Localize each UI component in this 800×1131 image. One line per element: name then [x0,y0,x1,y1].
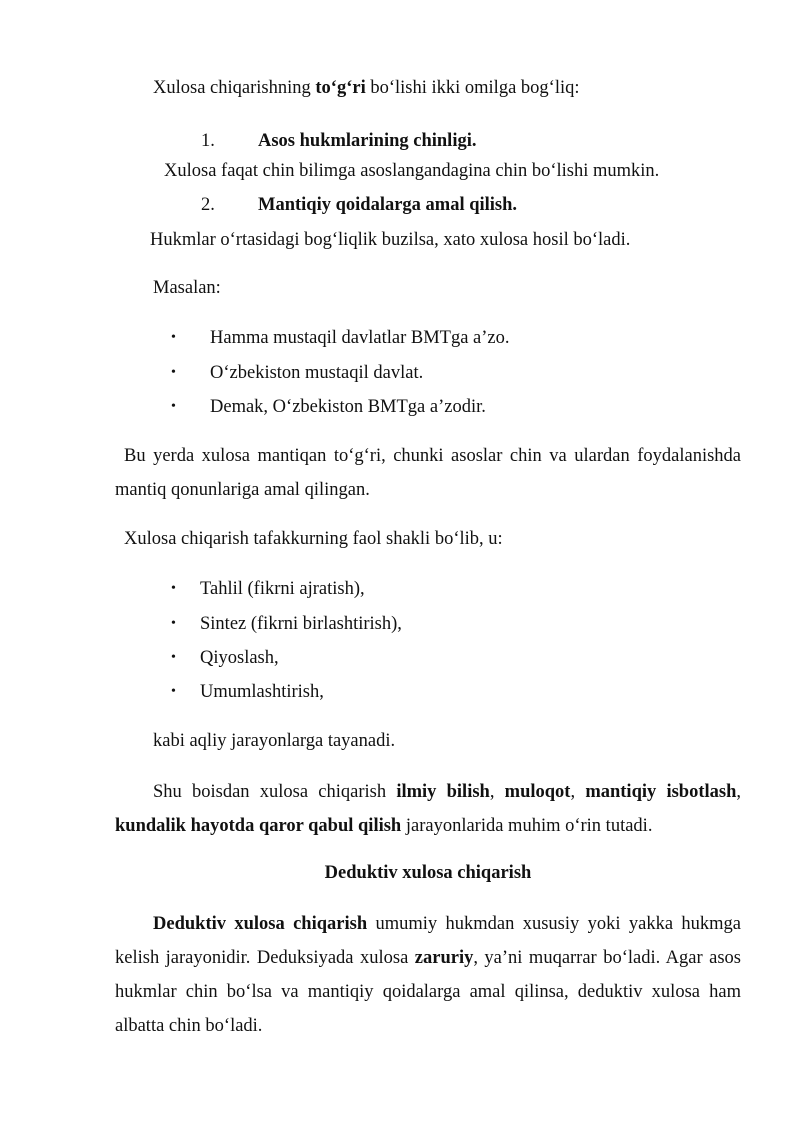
active-form-line: Xulosa chiqarish tafakkurning faol shakli bo‘lib, u: [124,529,503,549]
factor-1-title: Asos hukmlarining chinligi. [258,131,477,151]
bullet-icon: • [171,330,176,345]
deductive-bold-1: Deduktiv xulosa chiqarish [153,914,368,934]
processes-tail: kabi aqliy jarayonlarga tayanadi. [153,731,396,751]
example-item-1: Hamma mustaqil davlatlar BMTga a’zo. [210,328,510,348]
importance-paragraph [115,775,741,843]
process-item-1: Tahlil (fikrni ajratish), [200,579,365,599]
deductive-paragraph [115,907,741,1043]
factor-2-title: Mantiqiy qoidalarga amal qilish. [258,195,518,215]
factor-2-desc: Hukmlar o‘rtasidagi bog‘liqlik buzilsa, xato xulosa hosil bo‘ladi. [150,230,631,250]
deductive-bold-2: zaruriy [414,948,474,968]
bullet-icon: • [171,616,176,631]
importance-bold-4: kundalik hayotda qaror qabul qilish [115,816,402,836]
factor-2-number: 2. [201,195,215,215]
deductive-text-1: umumiy hukmdan xususiy yoki yakka hukmga kelish jarayonidir. Deduksiyada xulosa [115,914,741,968]
bullet-icon: • [171,581,176,596]
example-item-2: O‘zbekiston mustaqil davlat. [210,363,424,383]
example-item-3: Demak, O‘zbekiston BMTga a’zodir. [210,397,486,417]
importance-text: Shu boisdan xulosa chiqarish [153,782,397,802]
process-item-3: Qiyoslash, [200,648,279,668]
explanation-text: Bu yerda xulosa mantiqan to‘g‘ri, chunki asoslar chin va ulardan foydalanishda mantiq qonunlariga amal qilingan. [115,446,741,500]
intro-text-end: bo‘lishi ikki omilga bog‘liq: [365,78,580,98]
importance-bold-1: ilmiy bilish [396,782,490,802]
section-heading: Deduktiv xulosa chiqarish [324,863,532,883]
bullet-icon: • [171,684,176,699]
importance-sep: , [570,782,586,802]
bullet-icon: • [171,650,176,665]
intro-text: Xulosa chiqarishning [153,78,316,98]
bullet-icon: • [171,365,176,380]
importance-bold-2: muloqot [504,782,571,802]
importance-bold-3: mantiqiy isbotlash [585,782,737,802]
intro-bold: to‘g‘ri [315,78,366,98]
process-item-4: Umumlashtirish, [200,682,324,702]
deductive-text-2: , ya’ni muqarrar bo‘ladi. Agar asos hukmlar chin bo‘lsa va mantiqiy qoidalarga amal qilinsa, deduktiv xulosa ham albatta chin bo‘ladi. [115,948,742,1036]
factor-1-desc: Xulosa faqat chin bilimga asoslangandagina chin bo‘lishi mumkin. [164,161,660,181]
intro-line [153,76,580,100]
importance-sep: , [489,782,505,802]
factor-1-number: 1. [201,131,215,151]
importance-text-end: jarayonlarida muhim o‘rin tutadi. [401,816,653,836]
bullet-icon: • [171,399,176,414]
explanation-paragraph [115,439,741,507]
importance-sep: , [736,782,741,802]
example-label: Masalan: [153,278,221,298]
process-item-2: Sintez (fikrni birlashtirish), [200,614,402,634]
